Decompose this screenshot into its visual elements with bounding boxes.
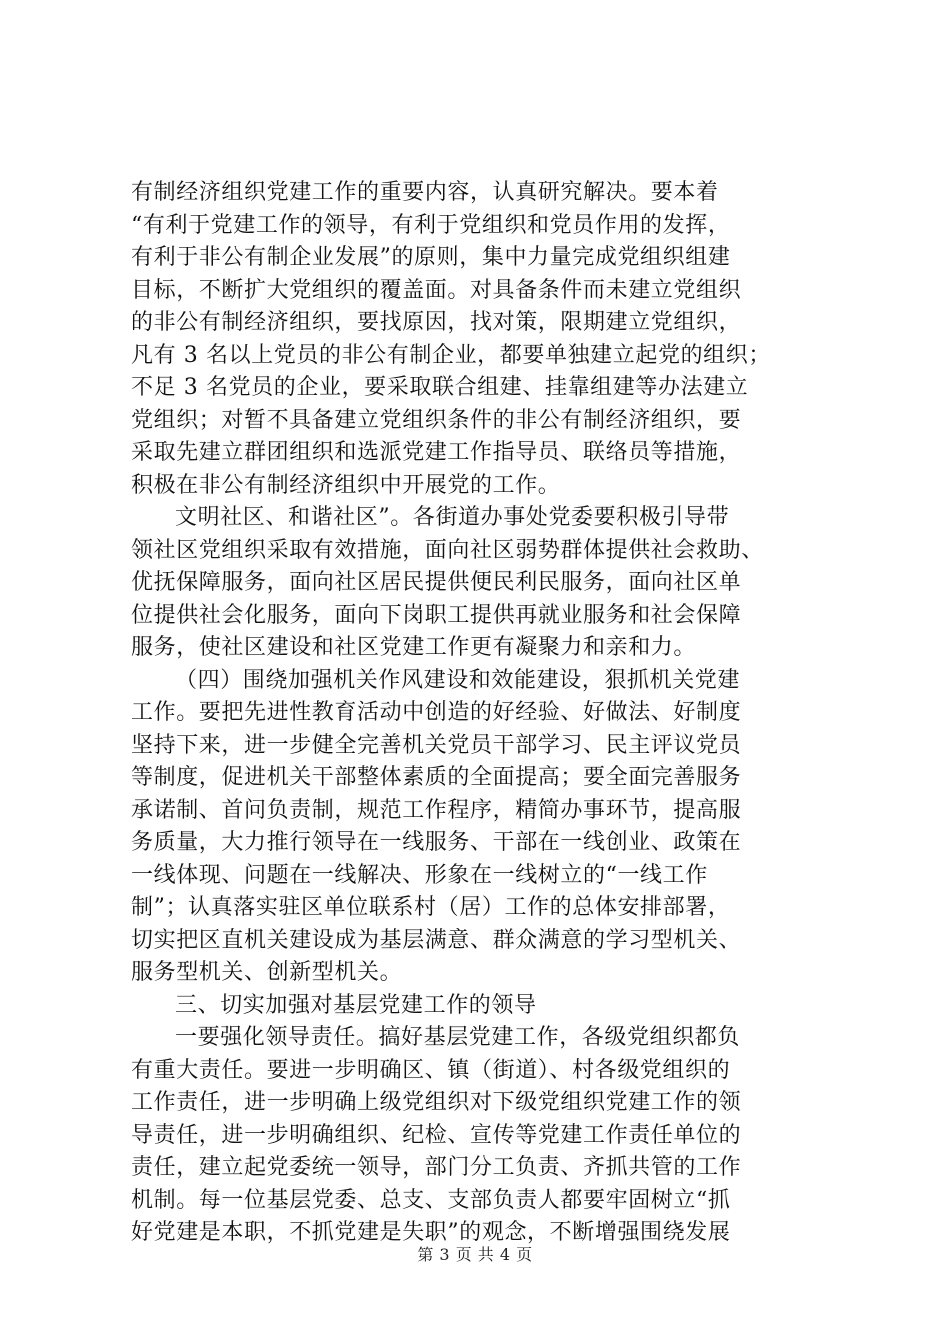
text-line: 工作责任，进一步明确上级党组织对下级党组织党建工作的领 — [131, 1090, 742, 1115]
text-line: 服务型机关、创新型机关。 — [131, 960, 403, 985]
text-line: 机制。每一位基层党委、总支、支部负责人都要牢固树立“抓 — [131, 1187, 731, 1213]
text-line: 党组织；对暂不具备建立党组织条件的非公有制经济组织，要 — [131, 407, 742, 433]
text-line: 一要强化领导责任。搞好基层党建工作，各级党组织都负 — [175, 1025, 741, 1050]
text-line: 切实把区直机关建设成为基层满意、群众满意的学习型机关、 — [131, 927, 742, 953]
document-body — [131, 177, 831, 1250]
text-line: 目标，不断扩大党组织的覆盖面。对具备条件而未建立党组织 — [131, 277, 742, 303]
page-footer: 第 3 页 共 4 页 — [417, 1245, 533, 1264]
text-line: 坚持下来，进一步健全完善机关党员干部学习、民主评议党员 — [131, 732, 742, 758]
text-line: 位提供社会化服务，面向下岗职工提供再就业服务和社会保障 — [131, 602, 742, 628]
text-line: 承诺制、首问负责制，规范工作程序，精简办事环节，提高服 — [131, 797, 742, 823]
text-line: 的非公有制经济组织，要找原因，找对策，限期建立党组织， — [131, 310, 742, 335]
text-line: 采取先建立群团组织和选派党建工作指导员、联络员等措施， — [131, 440, 742, 465]
text-line: 积极在非公有制经济组织中开展党的工作。 — [131, 472, 561, 498]
text-line: 服务，使社区建设和社区党建工作更有凝聚力和亲和力。 — [131, 635, 697, 660]
text-line: 导责任，进一步明确组织、纪检、宣传等党建工作责任单位的 — [131, 1122, 742, 1148]
text-line: 务质量，大力推行领导在一线服务、干部在一线创业、政策在 — [131, 830, 742, 855]
text-line: （四）围绕加强机关作风建设和效能建设，狠抓机关党建 — [175, 667, 741, 693]
text-line: 工作。要把先进性教育活动中创造的好经验、好做法、好制度 — [131, 700, 742, 725]
text-line: 一线体现、问题在一线解决、形象在一线树立的“一线工作 — [131, 862, 708, 888]
text-line: 有制经济组织党建工作的重要内容，认真研究解决。要本着 — [131, 180, 719, 205]
text-line: 三、切实加强对基层党建工作的领导 — [175, 992, 537, 1018]
text-line: 凡有 3 名以上党员的非公有制企业，都要单独建立起党的组织； — [131, 342, 771, 368]
text-line: 有重大责任。要进一步明确区、镇（街道）、村各级党组织的 — [131, 1057, 731, 1083]
text-line: “有利于党建工作的领导，有利于党组织和党员作用的发挥， — [131, 212, 731, 238]
text-line: 等制度，促进机关干部整体素质的全面提高；要全面完善服务 — [131, 765, 742, 790]
text-line: 不足 3 名党员的企业，要采取联合组建、挂靠组建等办法建立 — [131, 375, 749, 400]
text-line: 优抚保障服务，面向社区居民提供便民利民服务，面向社区单 — [131, 570, 742, 595]
text-line: 领社区党组织采取有效措施，面向社区弱势群体提供社会救助、 — [131, 537, 764, 563]
text-line: 制”；认真落实驻区单位联系村（居）工作的总体安排部署， — [131, 895, 731, 920]
text-line: 文明社区、和谐社区”。各街道办事处党委要积极引导带 — [175, 505, 730, 530]
text-line: 责任，建立起党委统一领导，部门分工负责、齐抓共管的工作 — [131, 1155, 742, 1180]
text-line: 好党建是本职，不抓党建是失职”的观念，不断增强围绕发展 — [131, 1220, 731, 1245]
text-line: 有利于非公有制企业发展”的原则，集中力量完成党组织组建 — [131, 245, 731, 270]
